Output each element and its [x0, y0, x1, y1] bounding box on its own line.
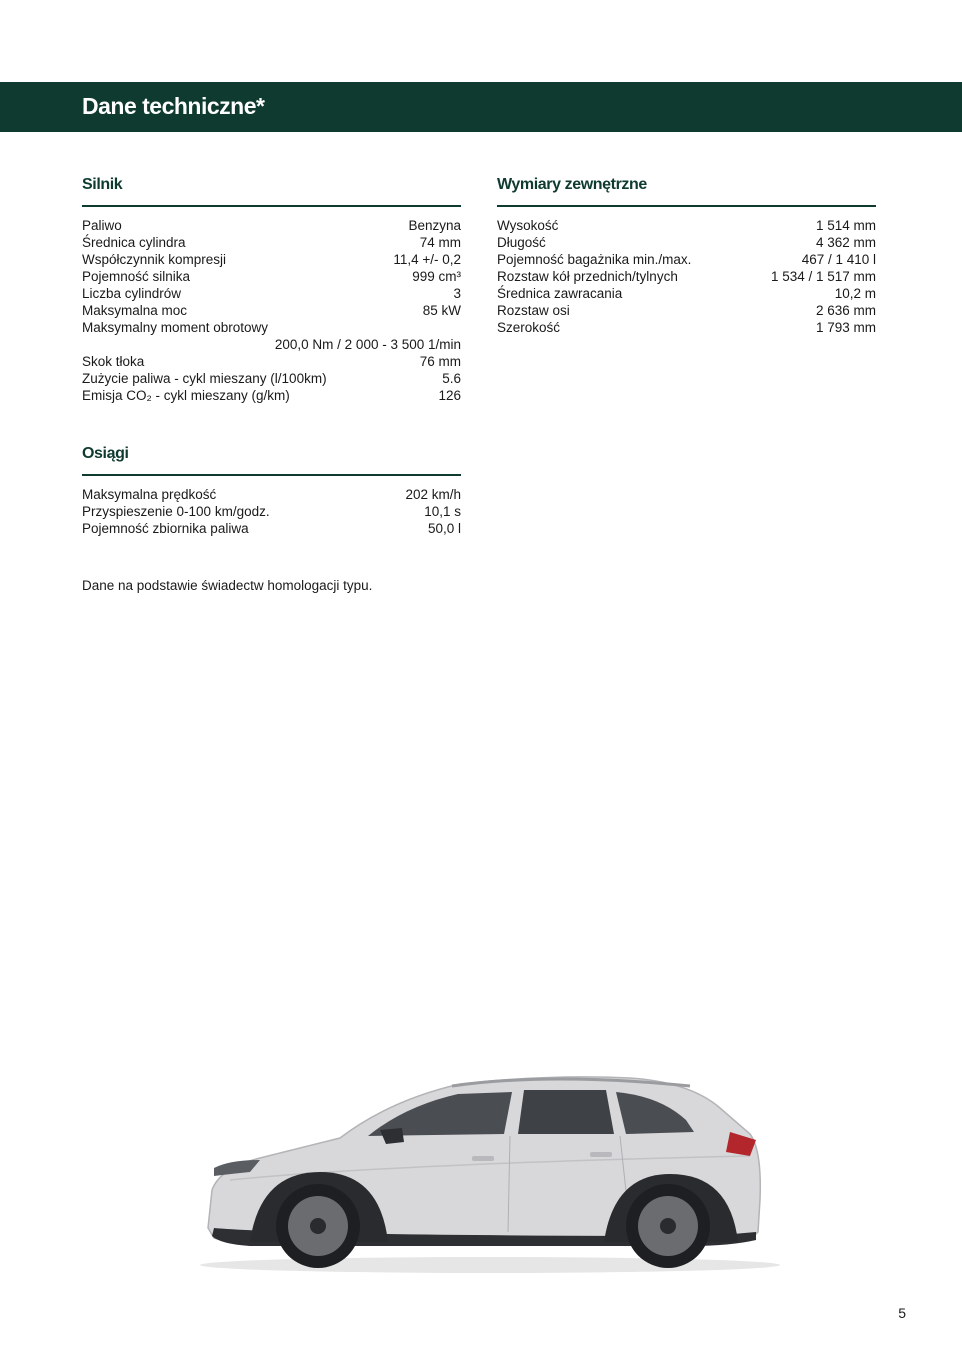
spec-row — [82, 234, 461, 251]
spec-label: Emisja CO₂ - cykl mieszany (g/km) — [82, 388, 290, 403]
dimensions-section — [497, 173, 876, 336]
homologation-note: Dane na podstawie świadectw homologacji typu. — [82, 578, 373, 593]
spec-row — [82, 302, 461, 319]
spec-row — [497, 302, 876, 319]
spec-value: 50,0 l — [427, 521, 461, 536]
spec-value: 76 mm — [419, 354, 461, 369]
spec-row — [497, 251, 876, 268]
spec-value: 1 514 mm — [815, 218, 876, 233]
spec-label: Szerokość — [497, 320, 561, 335]
section-divider — [82, 205, 461, 207]
header-band — [0, 82, 962, 132]
spec-label: Pojemność zbiornika paliwa — [82, 521, 249, 536]
spec-row — [82, 268, 461, 285]
spec-row — [497, 234, 876, 251]
spec-value: 2 636 mm — [815, 303, 876, 318]
spec-row — [82, 319, 461, 336]
spec-value: 10,1 s — [424, 504, 461, 519]
spec-value: Benzyna — [408, 218, 461, 233]
spec-value: 1 534 / 1 517 mm — [770, 269, 876, 284]
spec-row — [497, 285, 876, 302]
spec-label: Przyspieszenie 0-100 km/godz. — [82, 504, 270, 519]
spec-value: 126 — [438, 388, 461, 403]
spec-label: Pojemność silnika — [82, 269, 191, 284]
spec-row — [82, 217, 461, 234]
spec-row — [497, 268, 876, 285]
spec-value: 5.6 — [442, 371, 461, 386]
spec-row — [82, 486, 461, 503]
engine-section-title: Silnik — [82, 176, 123, 193]
spec-label: Długość — [497, 235, 546, 250]
spec-label: Wysokość — [497, 218, 559, 233]
spec-value: 10,2 m — [834, 286, 876, 301]
spec-row — [497, 217, 876, 234]
spec-value: 999 cm³ — [412, 269, 461, 284]
spec-label: Współczynnik kompresji — [82, 252, 227, 267]
spec-label: Średnica cylindra — [82, 235, 186, 250]
spec-row — [82, 370, 461, 387]
spec-label: Maksymalny moment obrotowy — [82, 320, 269, 335]
spec-label: Średnica zawracania — [497, 286, 623, 301]
spec-value: 467 / 1 410 l — [801, 252, 876, 267]
spec-row — [82, 251, 461, 268]
spec-value: 202 km/h — [405, 487, 461, 502]
car-side-view-icon — [190, 1060, 790, 1280]
spec-label: Liczba cylindrów — [82, 286, 182, 301]
spec-row — [82, 520, 461, 537]
spec-label: Maksymalna moc — [82, 303, 188, 318]
section-divider — [82, 474, 461, 476]
spec-row — [82, 353, 461, 370]
spec-value: 11,4 +/- 0,2 — [393, 252, 461, 267]
spec-label: Rozstaw kół przednich/tylnych — [497, 269, 678, 284]
spec-row — [82, 503, 461, 520]
spec-label: Maksymalna prędkość — [82, 487, 217, 502]
spec-label: Zużycie paliwa - cykl mieszany (l/100km) — [82, 371, 327, 386]
spec-row — [82, 285, 461, 302]
section-divider — [497, 205, 876, 207]
spec-label: Rozstaw osi — [497, 303, 570, 318]
page-number: 5 — [898, 1305, 906, 1321]
spec-row — [82, 336, 461, 353]
spec-label: Skok tłoka — [82, 354, 145, 369]
spec-label: Pojemność bagażnika min./max. — [497, 252, 692, 267]
performance-section-title: Osiągi — [82, 445, 129, 462]
spec-label: Paliwo — [82, 218, 122, 233]
spec-row — [82, 387, 461, 404]
performance-section — [82, 442, 461, 537]
spec-value: 200,0 Nm / 2 000 - 3 500 1/min — [274, 337, 461, 352]
spec-value: 1 793 mm — [815, 320, 876, 335]
spec-row — [497, 319, 876, 336]
spec-value: 4 362 mm — [815, 235, 876, 250]
spec-value: 85 kW — [422, 303, 461, 318]
spec-value: 3 — [453, 286, 461, 301]
dimensions-section-title: Wymiary zewnętrzne — [497, 176, 647, 193]
spec-value: 74 mm — [419, 235, 461, 250]
engine-section — [82, 173, 461, 404]
page-title: Dane techniczne* — [82, 93, 265, 119]
